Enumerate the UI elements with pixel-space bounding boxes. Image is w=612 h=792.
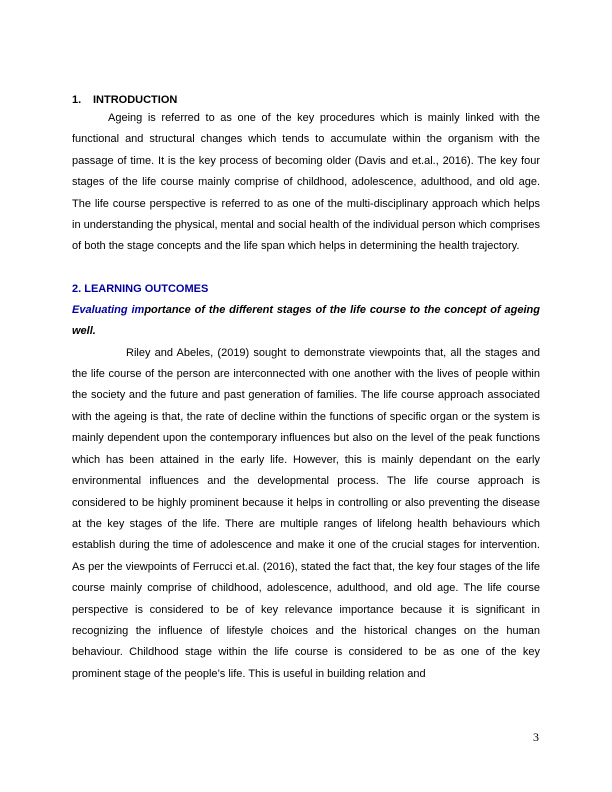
learning-outcomes-paragraph: Riley and Abeles, (2019) sought to demonstrate viewpoints that, all the stages and the life course of the person are interconnected with one another with the lives of people within the society and the future and past generation of families. The life course approach associated with the ageing is that, the rate of decline within the functions of specific organ or the system is mainly dependent upon the contemporary influences but also on the level of the peak functions which has been attained in the early life. However, this is mainly dependant on the early environmental influences and the developmental process. The life course approach is considered to be highly prominent because it helps in controlling or also preventing the disease at the key stages of the life. There are multiple ranges of lifelong health behaviours which establish during the time of adolescence and make it one of the crucial stages for intervention. As per the viewpoints of Ferrucci et.al. (2016), stated the fact that, the key four stages of the life course mainly comprise of childhood, adolescence, adulthood, and old age. The life course perspective is considered to be of key relevance importance because it is significant in recognizing the influence of lifestyle choices and the historical changes on the human behaviour. Childhood stage within the life course is considered to be as one of the key prominent stage of the people’s life. This is useful in building relation and: [72, 346, 540, 680]
introduction-paragraph: Ageing is referred to as one of the key procedures which is mainly linked with the functional and structural changes which tends to accumulate within the organism with the passage of time. It is the key process of becoming older (Davis and et.al., 2016). The key four stages of the life course mainly comprise of childhood, adolescence, adulthood, and old age. The life course perspective is referred to as one of the multi-disciplinary approach which helps in understanding the physical, mental and social health of the individual person which comprises of both the stage concepts and the life span which helps in determining the health trajectory.: [72, 112, 540, 253]
learning-outcome-subheading: [72, 300, 540, 343]
section-title: INTRODUCTION: [93, 94, 178, 106]
section-heading-introduction: [72, 92, 540, 108]
spacer: [72, 258, 540, 279]
section-number: 1.: [72, 94, 82, 106]
page-content: [72, 92, 540, 685]
subheading-rest: portance of the different stages of the life course to the concept of ageing well.: [72, 303, 540, 338]
section-heading-learning-outcomes: 2. LEARNING OUTCOMES: [72, 282, 209, 295]
page-number: 3: [533, 730, 539, 744]
subheading-blue-part: Evaluating im: [72, 303, 145, 316]
